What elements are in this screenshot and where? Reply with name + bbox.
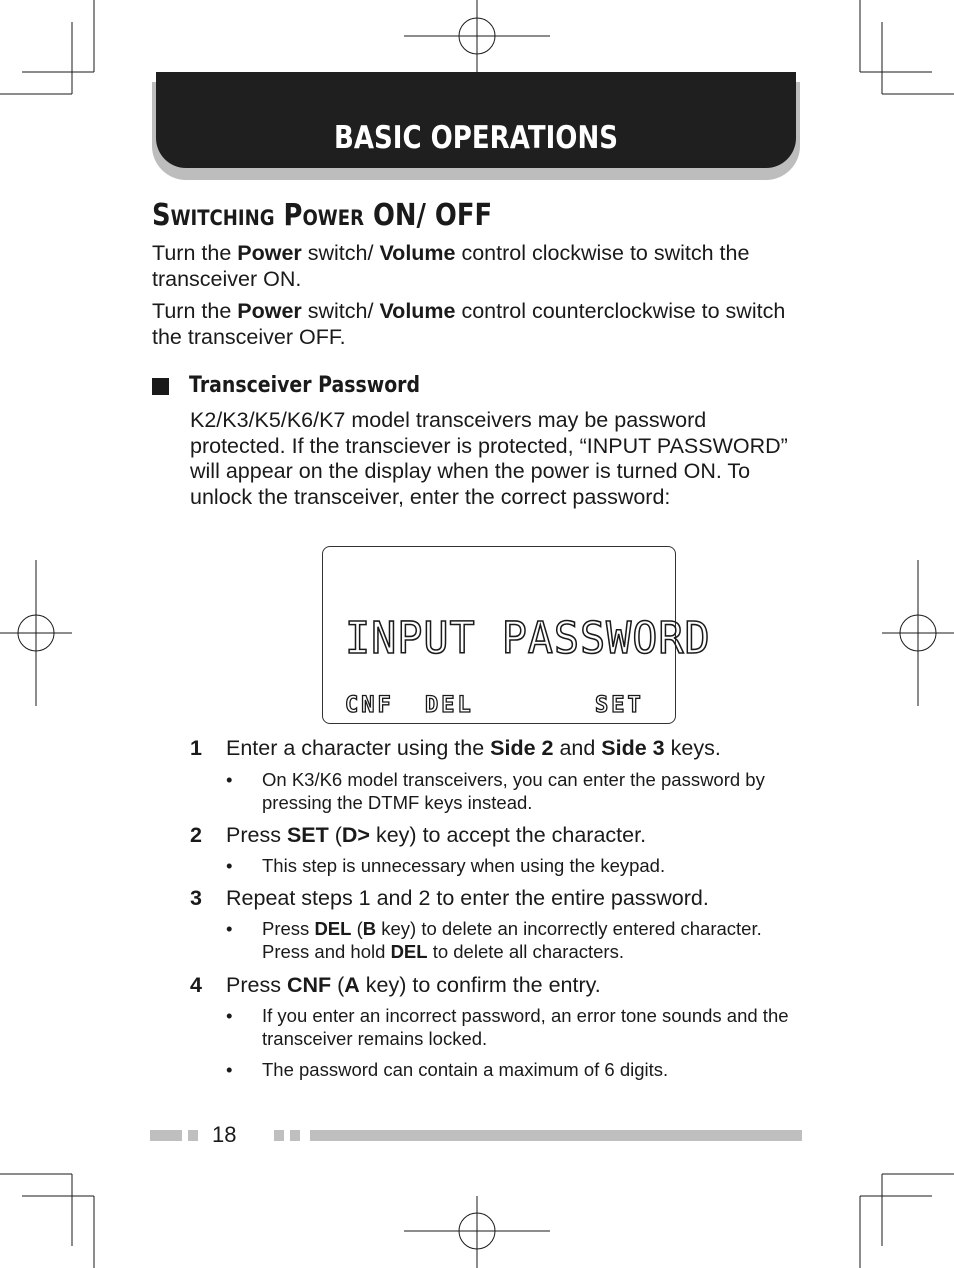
footer-bar-segment: [290, 1130, 300, 1141]
lcd-display: [322, 546, 711, 724]
lcd-main-text: INPUT PASSWORD: [345, 613, 711, 664]
page-number: 18: [212, 1122, 237, 1147]
footer-bar-segment: [150, 1130, 182, 1141]
header-banner: [156, 72, 796, 168]
lcd-softkey-cnf: CNF: [345, 693, 394, 718]
chapter-title: BASIC OPERATIONS: [334, 120, 618, 156]
footer-bar-segment: [188, 1130, 198, 1141]
footer-bar-long: [310, 1130, 802, 1141]
footer-bar-segment: [274, 1130, 284, 1141]
lcd-softkey-del: DEL: [425, 693, 474, 718]
square-bullet-icon: [152, 378, 169, 395]
power-on-paragraph: Turn the Power switch/ Volume control clockwise to switch the transceiver ON.: [152, 241, 750, 291]
section-title: Switching Power ON/ OFF: [152, 198, 493, 233]
power-off-paragraph: Turn the Power switch/ Volume control counterclockwise to switch the transceiver OFF.: [152, 299, 786, 349]
password-description: K2/K3/K5/K6/K7 model transceivers may be password protected. If the transciever is protected, “INPUT PASSWORD” will appear on the display when the power is turned ON. To unlock the transceiver, enter the correct password:: [190, 408, 788, 509]
password-subheading: Transceiver Password: [152, 372, 464, 398]
lcd-softkey-set: SET: [595, 693, 644, 718]
